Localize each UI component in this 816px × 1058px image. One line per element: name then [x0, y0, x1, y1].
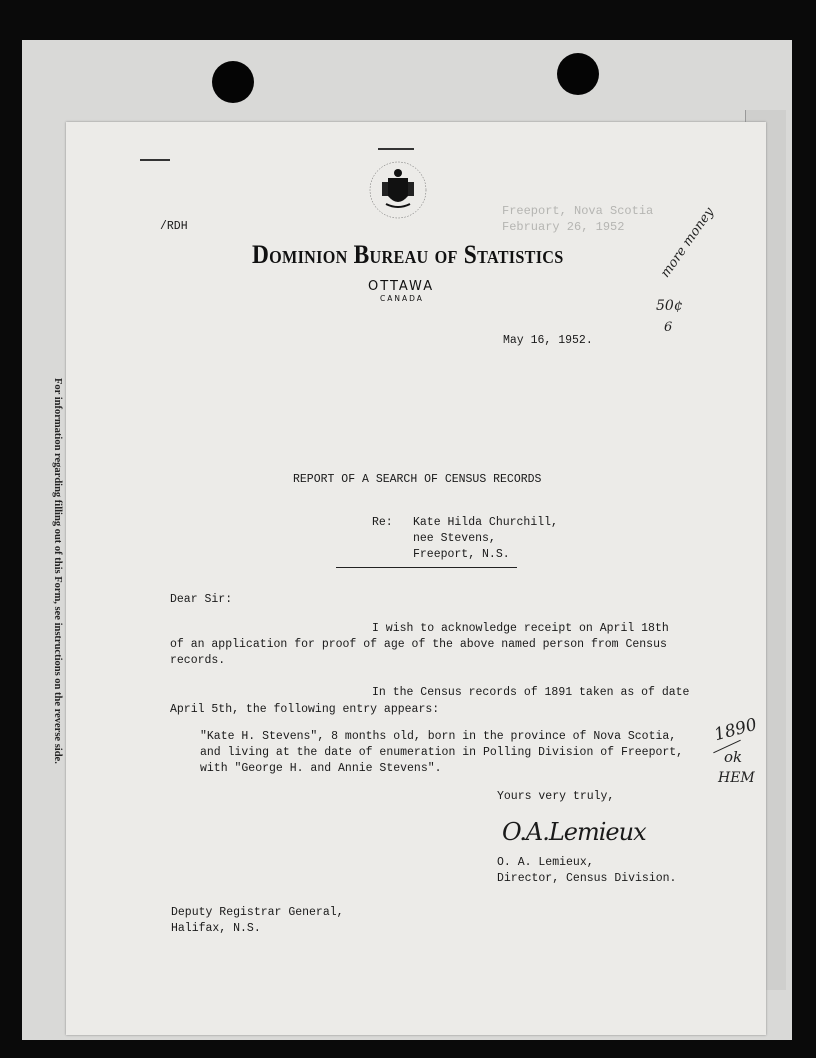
binding-mark	[378, 148, 414, 150]
organization-name: Dominion Bureau of Statistics	[252, 240, 564, 269]
census-entry-line: and living at the date of enumeration in Polling Division of Freeport,	[200, 746, 684, 759]
re-line: Freeport, N.S.	[413, 548, 510, 561]
paragraph-line: I wish to acknowledge receipt on April 18th	[372, 622, 669, 635]
letter-page	[66, 122, 766, 1035]
handwritten-note: ok	[724, 748, 743, 766]
recipient-line: Deputy Registrar General,	[171, 906, 344, 919]
re-label: Re:	[372, 516, 393, 529]
reference-code: /RDH	[160, 220, 188, 233]
city: OTTAWA	[368, 279, 435, 294]
side-note: For information regarding filling out of this Form, see instructions on the reverse side.	[52, 378, 63, 764]
handwritten-note: 1890	[712, 714, 760, 746]
recipient-line: Halifax, N.S.	[171, 922, 261, 935]
paragraph-line: In the Census records of 1891 taken as of date	[372, 686, 690, 699]
paragraph-line: of an application for proof of age of the above named person from Census	[170, 638, 667, 651]
signature: O.A.Lemieux	[502, 818, 646, 846]
letter-date: May 16, 1952.	[503, 334, 593, 347]
re-line: nee Stevens,	[413, 532, 496, 545]
country: CANADA	[380, 294, 424, 303]
coat-of-arms-seal	[368, 160, 428, 220]
faint-back-text: Freeport, Nova Scotia	[502, 204, 654, 218]
divider	[336, 567, 517, 568]
signer-title: Director, Census Division.	[497, 872, 677, 885]
binding-mark	[140, 159, 170, 161]
faint-back-text: February 26, 1952	[502, 220, 625, 234]
handwritten-note: HEM	[718, 770, 755, 786]
paragraph-line: April 5th, the following entry appears:	[170, 703, 440, 716]
handwritten-note: 6	[664, 320, 673, 335]
punch-hole	[557, 53, 599, 95]
handwritten-note: more money	[658, 205, 718, 281]
signer-name: O. A. Lemieux,	[497, 856, 594, 869]
report-heading: REPORT OF A SEARCH OF CENSUS RECORDS	[293, 473, 542, 486]
paragraph-line: records.	[170, 654, 226, 667]
census-entry-line: "Kate H. Stevens", 8 months old, born in the province of Nova Scotia,	[200, 730, 677, 743]
salutation: Dear Sir:	[170, 593, 233, 606]
punch-hole	[212, 61, 254, 103]
re-line: Kate Hilda Churchill,	[413, 516, 558, 529]
census-entry-line: with "George H. and Annie Stevens".	[200, 762, 442, 775]
closing: Yours very truly,	[497, 790, 615, 803]
handwritten-note: 50¢	[656, 298, 683, 314]
